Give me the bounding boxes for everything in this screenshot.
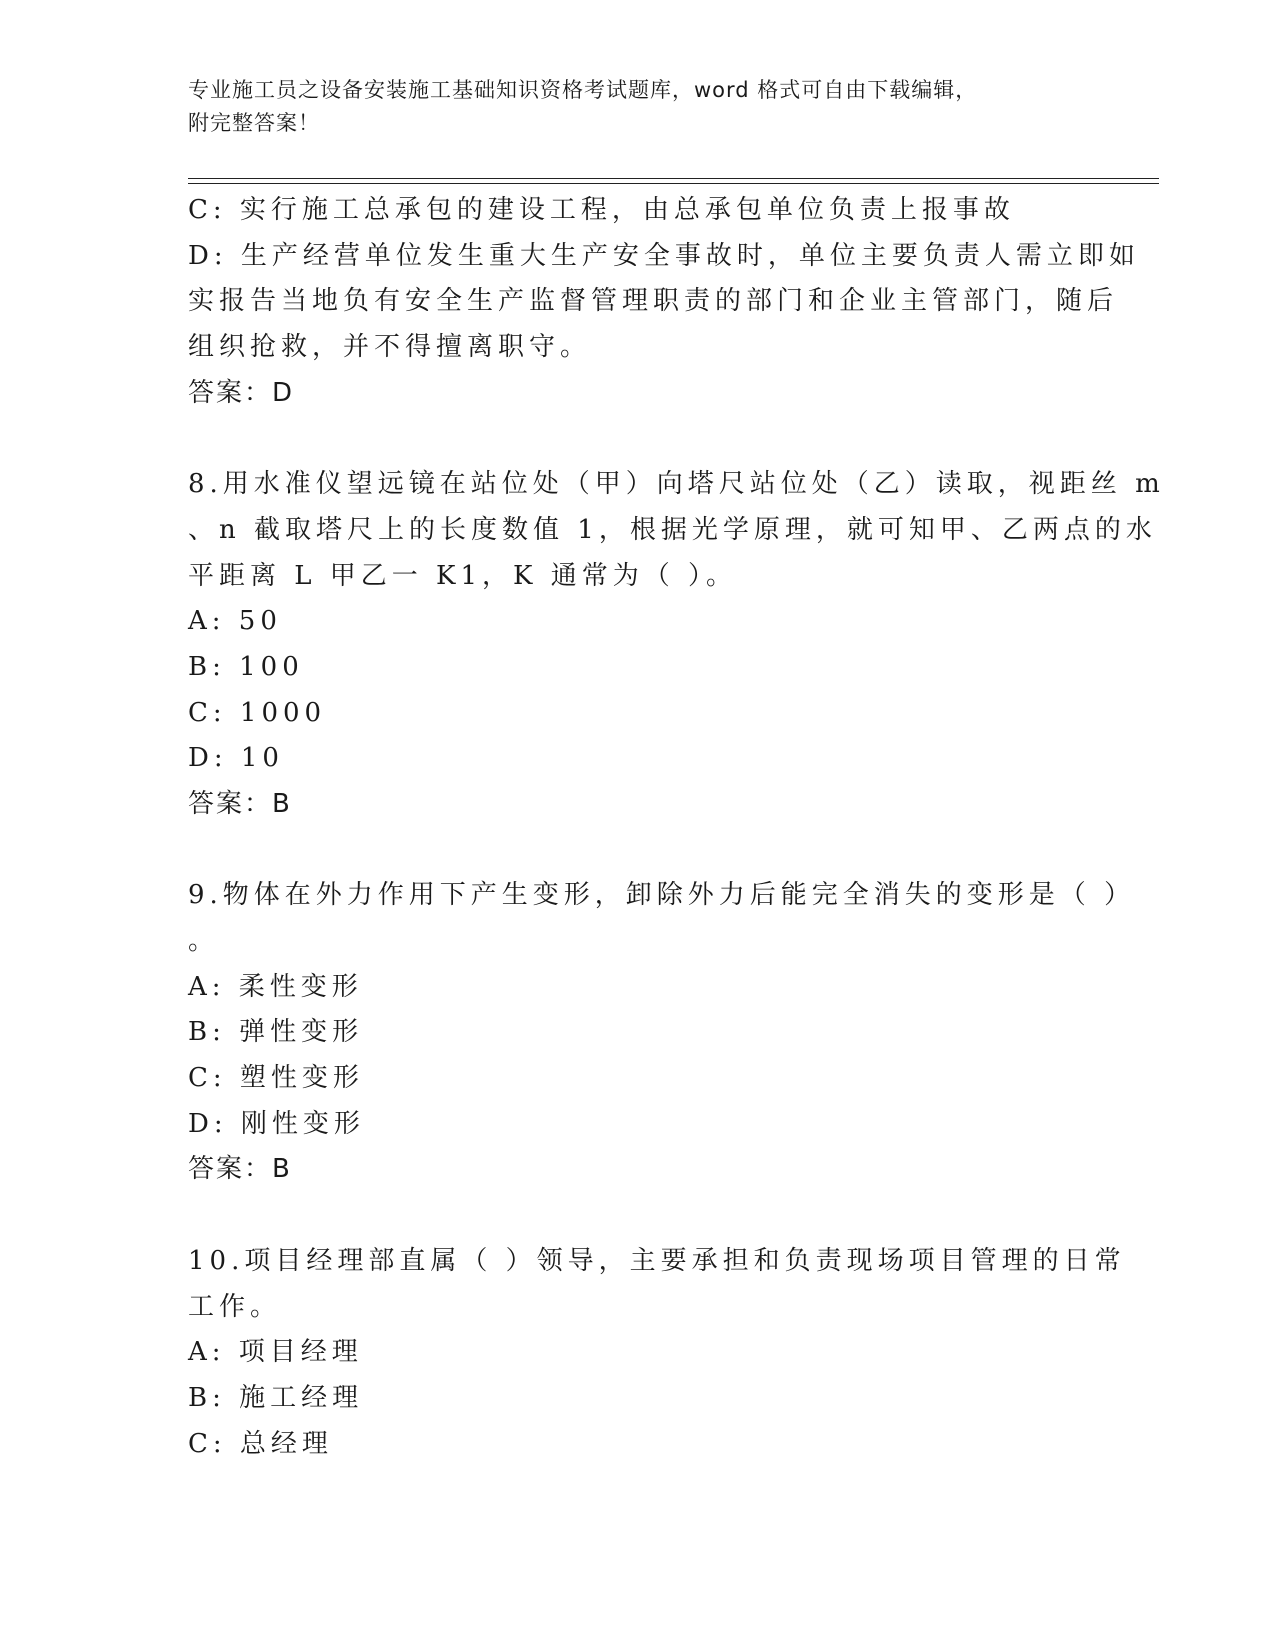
header-divider-bottom xyxy=(188,183,1159,184)
answer-line: 答案：B xyxy=(188,1154,292,1185)
question-stem-line-3: 平距离 L 甲乙一 K1，K 通常为（ ）。 xyxy=(188,560,737,591)
spacer xyxy=(188,416,1088,462)
option-d: D: 10 xyxy=(188,743,284,774)
option-a: A: 50 xyxy=(188,606,282,637)
answer-line: 答案：D xyxy=(188,377,295,408)
option-c: C: 总经理 xyxy=(188,1428,333,1459)
option-a: A: 柔性变形 xyxy=(188,971,363,1002)
document-header xyxy=(188,74,1068,140)
question-stem-line-2: 、n 截取塔尺上的长度数值 1，根据光学原理，就可知甲、乙两点的水 xyxy=(188,514,1157,545)
option-d: D: 刚性变形 xyxy=(188,1108,365,1139)
option-b: B: 弹性变形 xyxy=(188,1017,364,1048)
option-c: C: 1000 xyxy=(188,697,327,728)
option-b: B: 施工经理 xyxy=(188,1382,364,1413)
spacer xyxy=(188,828,1088,874)
header-divider-top xyxy=(188,178,1159,179)
option-d-line-3: 组织抢救，并不得擅离职守。 xyxy=(188,332,592,363)
spacer xyxy=(188,1193,1088,1239)
question-stem-line-2: 。 xyxy=(188,926,220,956)
question-stem-line-1: 9.物体在外力作用下产生变形，卸除外力后能完全消失的变形是（ ） xyxy=(188,880,1136,911)
header-title-line-2: 附完整答案！ xyxy=(188,111,320,135)
question-stem-line-1: 10.项目经理部直属（ ）领导，主要承担和负责现场项目管理的日常 xyxy=(188,1245,1126,1276)
option-b: B: 100 xyxy=(188,651,304,682)
option-d-line-2: 实报告当地负有安全生产监督管理职责的部门和企业主管部门，随后 xyxy=(188,286,1119,317)
question-8 xyxy=(188,462,1165,828)
option-a: A: 项目经理 xyxy=(188,1337,363,1368)
question-content xyxy=(188,188,1165,1467)
question-7-tail xyxy=(188,188,1140,416)
option-d-line-1: D: 生产经营单位发生重大生产安全事故时，单位主要负责人需立即如 xyxy=(188,240,1140,271)
question-stem-line-1: 8.用水准仪望远镜在站位处（甲）向塔尺站位处（乙）读取，视距丝 m xyxy=(188,469,1165,500)
question-stem-line-2: 工作。 xyxy=(188,1291,282,1322)
answer-line: 答案：B xyxy=(188,788,292,819)
option-c: C: 塑性变形 xyxy=(188,1063,364,1094)
header-title-line-1: 专业施工员之设备安装施工基础知识资格考试题库，word 格式可自由下载编辑， xyxy=(188,78,978,102)
question-10 xyxy=(188,1239,1126,1467)
option-c: C: 实行施工总承包的建设工程，由总承包单位负责上报事故 xyxy=(188,195,1015,225)
question-9 xyxy=(188,873,1136,1193)
